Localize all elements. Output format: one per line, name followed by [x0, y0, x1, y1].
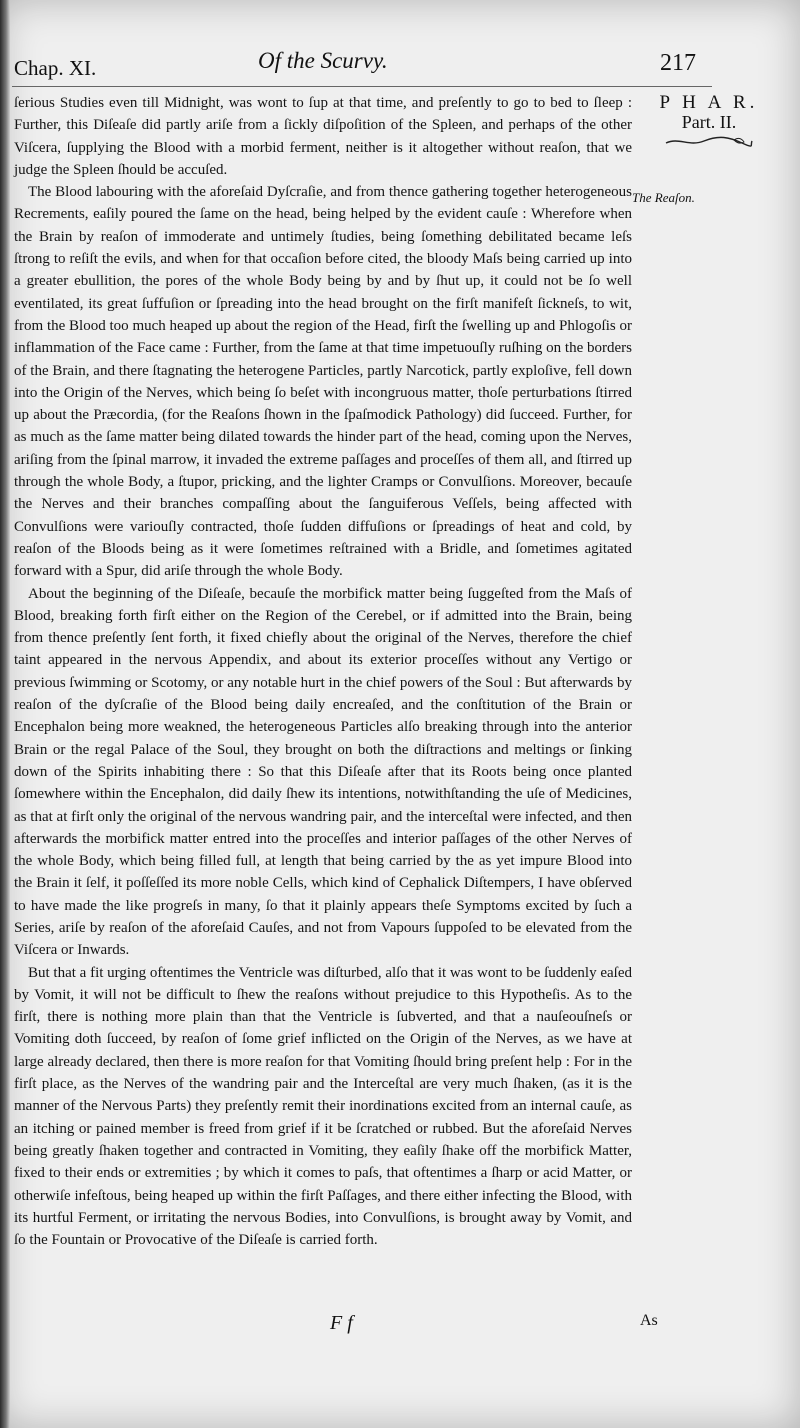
page-number: 217: [660, 50, 696, 76]
page-header: [0, 0, 800, 90]
binding-edge: [0, 0, 10, 1428]
paragraph: ſerious Studies even till Midnight, was wont to ſup at that time, and preſently to go to bed to ſleep : Further, this Diſeaſe did partly ariſe from a ſickly diſpoſition of the Spleen, and perhaps of the other Viſcera, ſupplying the Blood with a morbid ferment, neither is it altogether without reaſon, that we judge the Spleen ſhould be accuſed.: [14, 95, 632, 178]
margin-part-label: Part. II.: [681, 112, 737, 132]
flourish-ornament-icon: [664, 135, 754, 149]
margin-book-label: P H A R.: [659, 92, 759, 113]
chapter-heading: Chap. XI.: [14, 56, 97, 80]
paragraph: But that a fit urging oftentimes the Ventricle was diſturbed, alſo that it was wont to be ſuddenly eaſed by Vomit, it will not be difficult to ſhew the reaſons without prejudice to this Hypotheſis. As to the firſt, there is nothing more plain than that the Ventricle is ſubverted, and that a nauſeouſneſs or Vomiting doth ſucceed, by reaſon of ſome grief inflicted on the Origin of the Nerves, as we have at large already declared, then there is more reaſon for that Vomiting ſhould bring preſent help : For in the firſt place, as the Nerves of the wandring pair and the Interceſtal are very much ſhaken, (as it is the manner of the Nervous Parts) they preſently remit their inordinations excited from an internal cauſe, as an itching or pained member is freed from grief if it be ſcratched or rubbed. But the aforeſaid Nerves being greatly ſhaken together and contracted in Vomiting, they eaſily ſhake off the morbifick Matter, fixed to their ends or extremities ; by which it comes to paſs, that oftentimes a ſharp or acid Matter, or otherwiſe infeſtous, being heaped up within the firſt Paſſages, and there either infecting the Blood, with its hurtful Ferment, or irritating the nervous Bodies, into Convulſions, is brought away by Vomit, and ſo the Fountain or Provocative of the Diſeaſe is carried forth.: [14, 964, 632, 1249]
catchword: As: [640, 1312, 658, 1329]
main-text: [14, 92, 632, 1251]
header-rule: [12, 86, 712, 87]
margin-header: [634, 92, 784, 149]
paragraph: The Blood labouring with the aforeſaid Dyſcraſie, and from thence gathering together heterogeneous Recrements, eaſily poured the ſame on the head, being helped by the evident cauſe : Wherefore when the Brain by reaſon of immoderate and untimely ſtudies, being ſomething debilitated became leſs ſtrong to reſiſt the evils, and when for that occaſion before cited, the bloody Maſs being carried up into a greater ebullition, the pores of the whole Body being by and by ſhut up, it could not be ſo well eventilated, its great ſuffuſion or ſpreading into the head brought on the firſt manifeſt ſickneſs, to wit, from the Blood too much heaped up about the region of the Head, firſt the ſwelling up and Phlogoſis or inflammation of the Face came : Further, from the ſame at that time impetuouſly ruſhing on the borders of the Brain, and there ſtagnating the heterogene Particles, partly Narcotick, partly exploſive, fell down into the Origin of the Nerves, which being ſo beſet with incongruous matter, thoſe perturbations ſtirred up about the Præcordia, (for the Reaſons ſhown in the ſpaſmodick Pathology) did ſucceed. Further, for as much as the ſame matter being dilated towards the hinder part of the head, coming upon the Nerves, ariſing from the ſpinal marrow, it invaded the extreme paſſages and proceſſes of them all, and ſtirred up through the whole Body, a ſtupor, pricking, and the lighter Cramps or Convulſions. Moreover, becauſe the Nerves and their branches compaſſing about the ſanguiferous Veſſels, being affected with Convulſions were variouſly contracted, thoſe ſudden diffuſions or ſpreadings of heat and cold, by reaſon of the Bloods being as it were ſometimes reſtrained with a Bridle, and ſometimes agitated forward with a Spur, did ariſe through the whole Body.: [14, 184, 632, 580]
signature-mark: F f: [330, 1312, 353, 1334]
paragraph: About the beginning of the Diſeaſe, becauſe the morbifick matter being ſuggeſted from the Maſs of Blood, breaking forth firſt either on the Region of the Cerebel, or if admitted into the Brain, being from thence preſently ſent forth, it fixed chiefly about the original of the Nerves, therefore the chief taint appeared in the nervous Appendix, and about its exterior proceſſes without any Vertigo or previous ſwimming or Scotomy, or any notable hurt in the chief powers of the Soul : But afterwards by reaſon of the dyſcraſie of the Blood being daily encreaſed, and the conſtitution of the Brain or Encephalon being more weakned, the heterogeneous Particles alſo breaking through into the anterior Brain or the regal Palace of the Soul, they brought on both the diſtractions and meltings or ſinking down of the Spirits inhabiting there : So that this Diſeaſe after that its Roots being once planted ſomewhere within the Encephalon, did daily ſhew its intentions, notwithſtanding the uſe of Medicines, as that at firſt only the original of the nervous wandring pair, and the interceſtal were infected, and then afterwards the morbifick matter entred into the proceſſes and interior paſſages of the other Nerves of the whole Body, which being filled full, at length that being carried by the as yet impure Blood into the Brain it ſelf, it poſſeſſed its more noble Cells, which kind of Cephalick Diſtempers, I have obſerved to have made the like progreſs in many, ſo that it plainly appears theſe Symptoms excited by ſuch a Series, ariſe by reaſon of the aforeſaid Cauſes, and not from Vapours ſuppoſed to be elevated from the Viſcera or Inwards.: [14, 585, 632, 959]
running-title: Of the Scurvy.: [258, 48, 388, 73]
margin-note: The Reaſon.: [632, 190, 695, 205]
